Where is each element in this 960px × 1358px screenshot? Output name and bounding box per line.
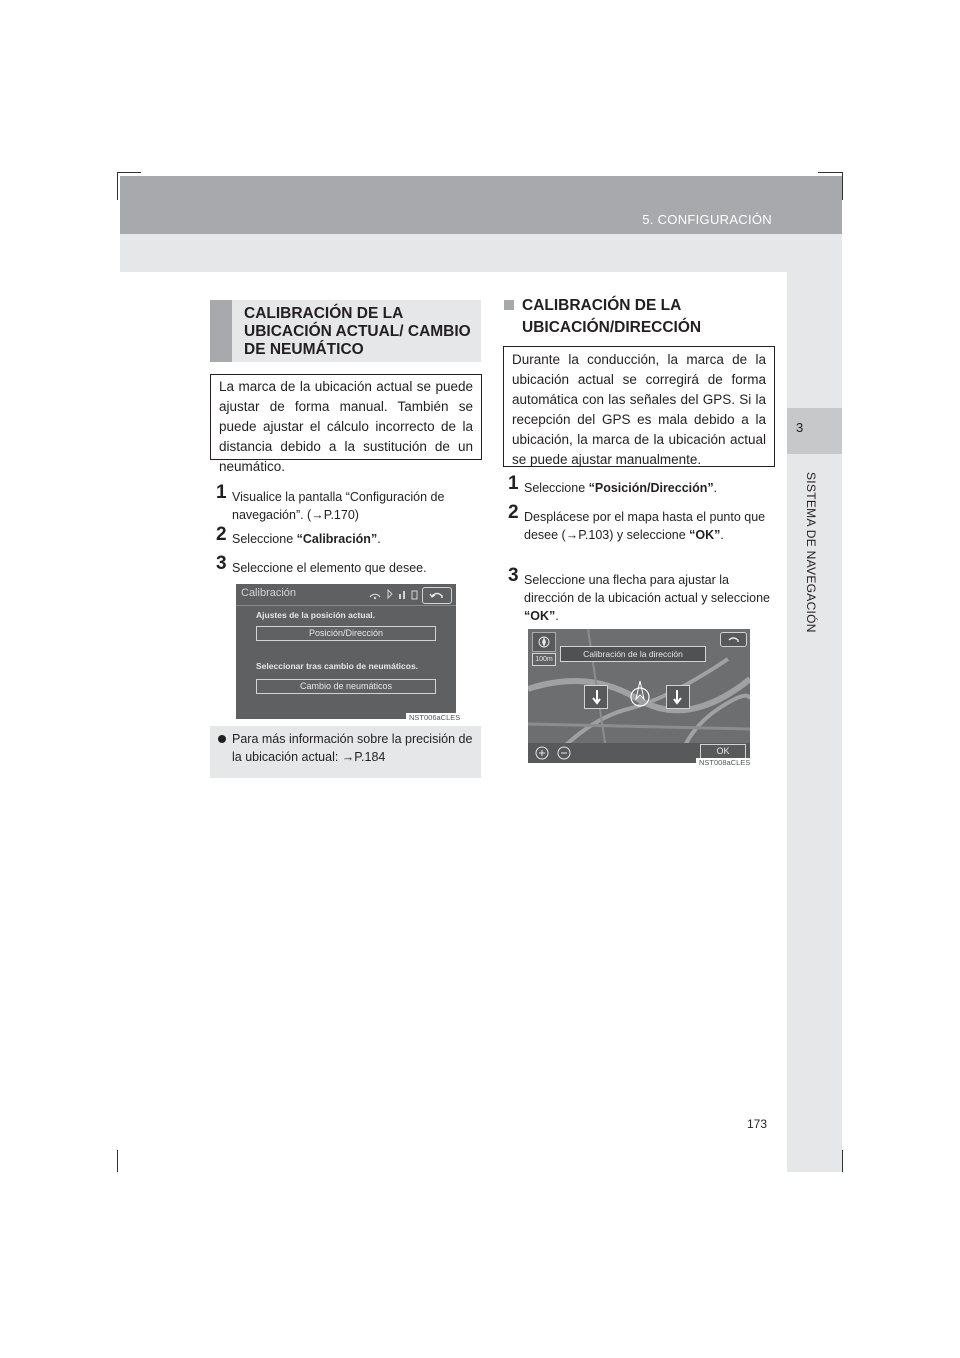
chapter-number: 3 xyxy=(796,420,804,435)
calibration-screen xyxy=(236,584,456,719)
step-number: 3 xyxy=(216,553,227,574)
tire-change-label: Seleccionar tras cambio de neumáticos. xyxy=(256,661,419,671)
right-step-1: 1 Seleccione “Posición/Dirección”. xyxy=(508,473,718,495)
crop-mark xyxy=(117,172,141,173)
step-number: 3 xyxy=(508,565,519,586)
position-direction-button[interactable]: Posición/Dirección xyxy=(256,626,436,641)
heading-bar xyxy=(210,300,232,362)
bullet-icon xyxy=(218,735,226,743)
map-scale: 100m xyxy=(532,653,556,666)
screen-code: NST008aCLES xyxy=(696,758,753,768)
heading-square-icon xyxy=(504,300,514,310)
calibration-title-bar: Calibración de la dirección xyxy=(560,646,706,662)
back-button[interactable] xyxy=(422,587,452,604)
section-title: 5. CONFIGURACIÓN xyxy=(642,212,772,227)
step-number: 2 xyxy=(216,524,227,545)
arrow-down-right-icon xyxy=(667,686,689,708)
crop-mark xyxy=(818,172,842,173)
screen-code: NST006aCLES xyxy=(406,713,463,723)
rotate-left-arrow-button[interactable] xyxy=(584,685,608,709)
rotate-right-arrow-button[interactable] xyxy=(666,685,690,709)
page-number: 173 xyxy=(747,1117,768,1131)
step-number: 1 xyxy=(216,482,227,503)
crop-mark xyxy=(842,172,843,200)
left-section-heading xyxy=(210,300,481,362)
chapter-label: SISTEMA DE NAVEGACIÓN xyxy=(804,472,818,633)
left-heading-text: CALIBRACIÓN DE LA UBICACIÓN ACTUAL/ CAMBIO DE NEUMÁTICO xyxy=(244,305,471,358)
right-intro-box xyxy=(503,346,775,467)
step-number: 2 xyxy=(508,502,519,523)
compass-icon xyxy=(533,633,555,651)
right-heading-text: CALIBRACIÓN DE LA UBICACIÓN/DIRECCIÓN xyxy=(522,297,702,336)
back-arrow-icon xyxy=(423,588,451,603)
zoom-out-icon[interactable] xyxy=(556,745,572,761)
zoom-in-icon[interactable] xyxy=(534,745,550,761)
left-step-3: 3 Seleccione el elemento que desee. xyxy=(216,553,427,575)
left-intro-box xyxy=(210,374,482,474)
crop-mark xyxy=(842,1150,843,1172)
chapter-sidebar xyxy=(787,272,842,1172)
crop-mark xyxy=(117,1150,118,1172)
right-step-2: 2 Desplácese por el mapa hasta el punto que desee (→P.103) y seleccione “OK”. xyxy=(508,502,766,542)
left-note xyxy=(210,726,481,778)
crop-mark xyxy=(117,172,118,200)
tire-change-button[interactable]: Cambio de neumáticos xyxy=(256,679,436,694)
compass-button[interactable] xyxy=(532,632,556,652)
arrow-down-left-icon xyxy=(585,686,607,708)
current-position-label: Ajustes de la posición actual. xyxy=(256,610,376,620)
note-text: Para más información sobre la precisión de la ubicación actual: →P.184 xyxy=(232,732,473,764)
direction-calibration-screen xyxy=(528,629,750,763)
left-intro-text: La marca de la ubicación actual se puede ajustar de forma manual. También se puede ajustar el cálculo incorrecto de la distancia debido a la sustitución de un neumático. xyxy=(219,379,473,474)
back-button[interactable] xyxy=(720,632,747,647)
left-step-2: 2 Seleccione “Calibración”. xyxy=(216,524,381,546)
left-step-1: 1 Visualice la pantalla “Configuración de navegación”. (→P.170) xyxy=(216,482,445,522)
right-step-3: 3 Seleccione una flecha para ajustar la dirección de la ubicación actual y seleccione “OK”. xyxy=(508,565,770,623)
ok-button[interactable]: OK xyxy=(700,744,746,759)
step-number: 1 xyxy=(508,473,519,494)
current-position-icon xyxy=(628,679,652,709)
back-arrow-icon xyxy=(721,633,746,646)
right-intro-text: Durante la conducción, la marca de la ubicación actual se corregirá de forma automática con las señales del GPS. Si la recepción del GPS es mala debido a la ubicación, la marca de la ubicación actual se puede ajustar manualmente. xyxy=(512,352,766,467)
screen-title: Calibración xyxy=(241,587,297,599)
